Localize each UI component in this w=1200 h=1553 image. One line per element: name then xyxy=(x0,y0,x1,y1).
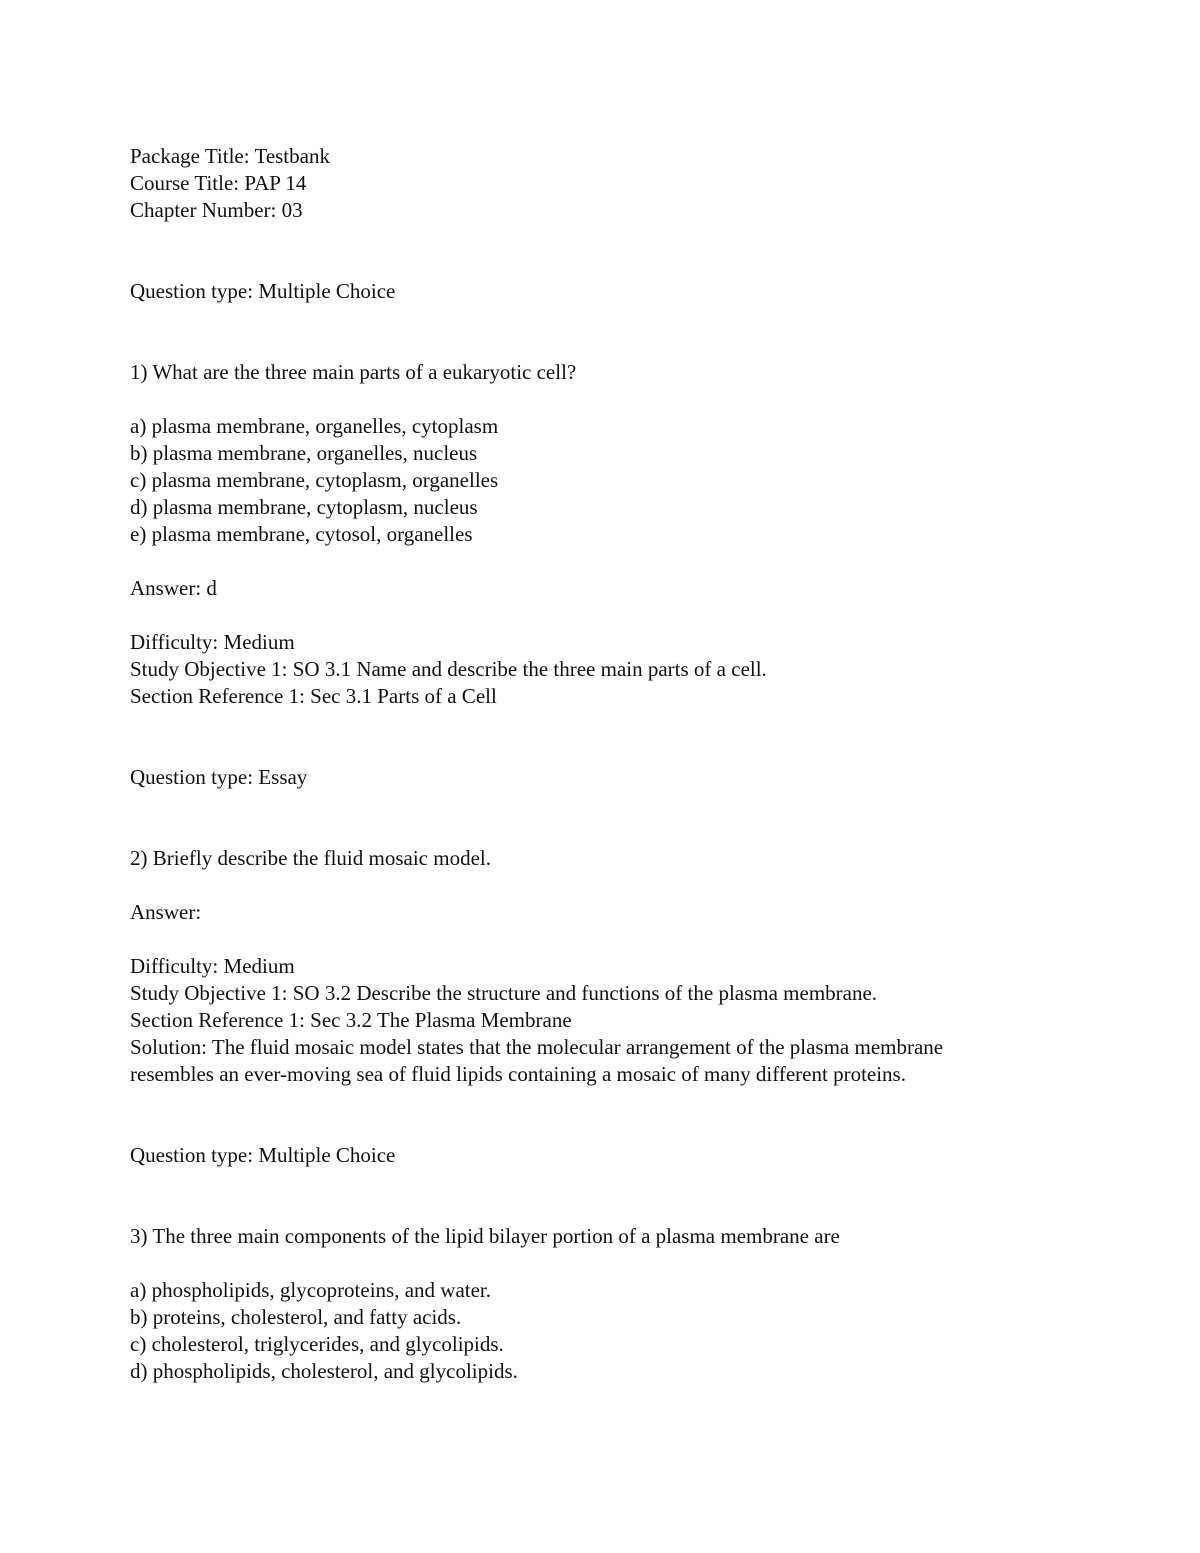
difficulty: Difficulty: Medium xyxy=(130,954,295,978)
section-reference: Section Reference 1: Sec 3.1 Parts of a Cell xyxy=(130,684,497,708)
question-prompt: 2) Briefly describe the fluid mosaic model. xyxy=(130,846,491,870)
package-title: Package Title: Testbank xyxy=(130,144,330,168)
question-type: Question type: Essay xyxy=(130,765,308,789)
question-2 xyxy=(130,764,1130,1088)
question-3 xyxy=(130,1142,1130,1385)
question-type: Question type: Multiple Choice xyxy=(130,1143,396,1167)
answer-line: Answer: xyxy=(130,900,202,924)
section-reference: Section Reference 1: Sec 3.2 The Plasma Membrane xyxy=(130,1008,572,1032)
course-title: Course Title: PAP 14 xyxy=(130,171,307,195)
chapter-number: Chapter Number: 03 xyxy=(130,198,303,222)
answer-option: a) phospholipids, glycoproteins, and water. xyxy=(130,1278,492,1302)
answer-option: a) plasma membrane, organelles, cytoplasm xyxy=(130,414,499,438)
question-1 xyxy=(130,278,1130,710)
question-prompt: 1) What are the three main parts of a eukaryotic cell? xyxy=(130,360,577,384)
difficulty: Difficulty: Medium xyxy=(130,630,295,654)
answer-option: d) plasma membrane, cytoplasm, nucleus xyxy=(130,495,478,519)
answer-option: c) cholesterol, triglycerides, and glycolipids. xyxy=(130,1332,504,1356)
solution-line: Solution: The fluid mosaic model states that the molecular arrangement of the plasma membrane xyxy=(130,1035,944,1059)
document-page xyxy=(130,143,1130,1385)
answer-option: d) phospholipids, cholesterol, and glycolipids. xyxy=(130,1359,518,1383)
answer-option: e) plasma membrane, cytosol, organelles xyxy=(130,522,473,546)
answer-option: b) proteins, cholesterol, and fatty acids. xyxy=(130,1305,462,1329)
solution-line: resembles an ever-moving sea of fluid lipids containing a mosaic of many different proteins. xyxy=(130,1062,906,1086)
document-header xyxy=(130,143,1130,224)
study-objective: Study Objective 1: SO 3.2 Describe the structure and functions of the plasma membrane. xyxy=(130,981,878,1005)
answer-option: b) plasma membrane, organelles, nucleus xyxy=(130,441,478,465)
question-type: Question type: Multiple Choice xyxy=(130,279,396,303)
answer-option: c) plasma membrane, cytoplasm, organelles xyxy=(130,468,499,492)
study-objective: Study Objective 1: SO 3.1 Name and describe the three main parts of a cell. xyxy=(130,657,767,681)
question-prompt: 3) The three main components of the lipid bilayer portion of a plasma membrane are xyxy=(130,1224,840,1248)
answer-line: Answer: d xyxy=(130,576,217,600)
